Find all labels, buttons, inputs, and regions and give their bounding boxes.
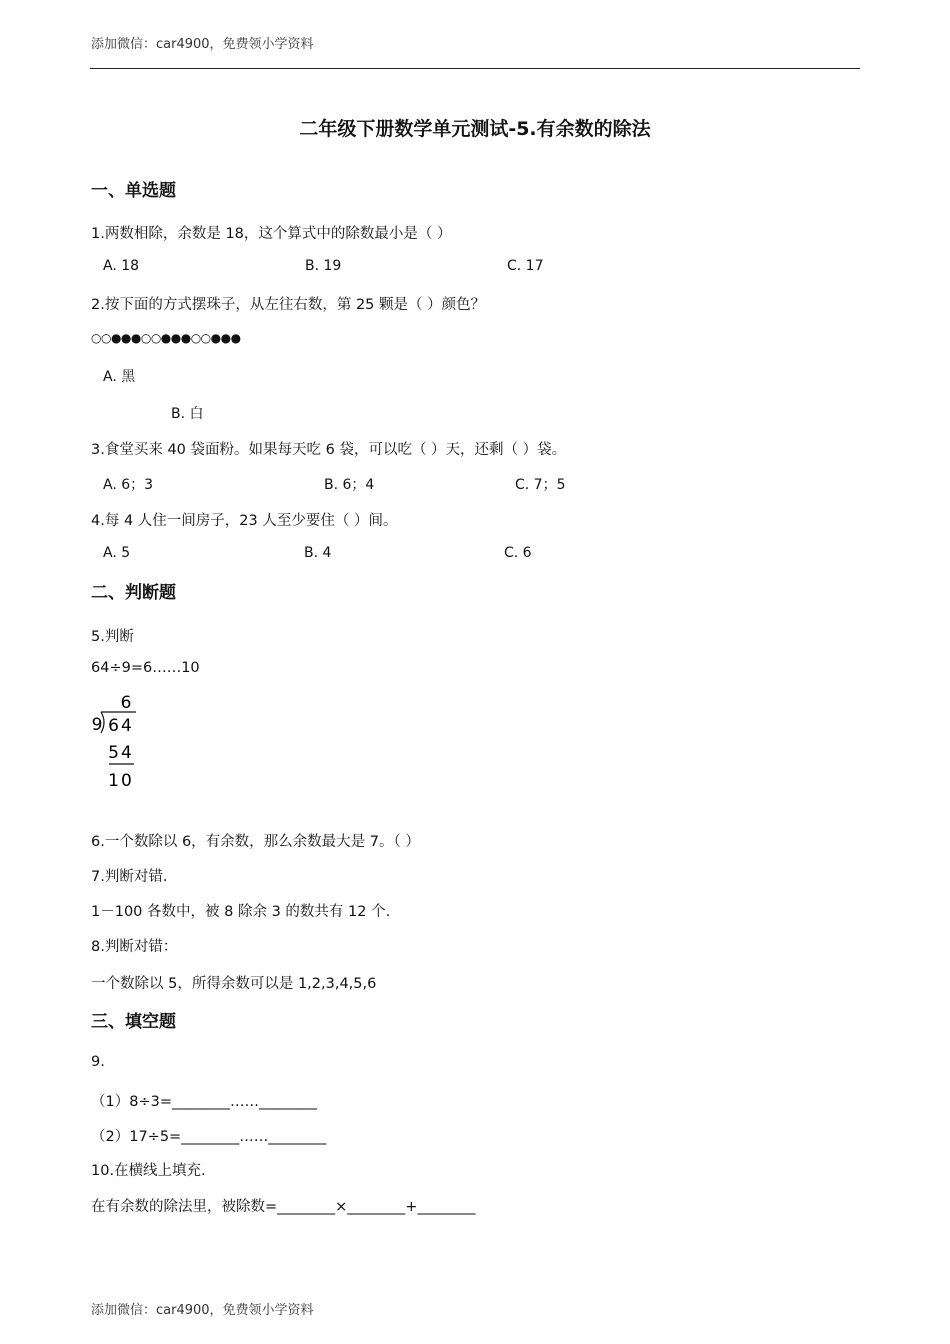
q1-option-c: C. 17 bbox=[507, 258, 544, 274]
q5-expression: 64÷9=6……10 bbox=[91, 660, 200, 676]
footer-note: 添加微信：car4900，免费领小学资料 bbox=[91, 1303, 314, 1318]
section-heading-true-false: 二、判断题 bbox=[91, 583, 176, 603]
page-title: 二年级下册数学单元测试-5.有余数的除法 bbox=[299, 118, 651, 140]
q3-option-b: B. 6；4 bbox=[324, 477, 375, 493]
section-heading-fill-blank: 三、填空题 bbox=[91, 1012, 176, 1032]
q9-part-2: （2）17÷5=________……________ bbox=[91, 1129, 327, 1145]
question-9: 9. bbox=[91, 1054, 105, 1070]
division-divisor: 9 bbox=[91, 715, 103, 735]
question-7: 7.判断对错. bbox=[91, 869, 168, 885]
q3-option-a: A. 6；3 bbox=[103, 477, 154, 493]
header-note: 添加微信：car4900，免费领小学资料 bbox=[91, 37, 314, 52]
question-2: 2.按下面的方式摆珠子，从左往右数，第 25 颗是（ ）颜色？ bbox=[91, 297, 486, 313]
section-heading-single-choice: 一、单选题 bbox=[91, 181, 176, 201]
q2-option-b: B. 白 bbox=[171, 406, 204, 422]
q4-option-b: B. 4 bbox=[304, 545, 332, 561]
question-4: 4.每 4 人住一间房子，23 人至少要住（ ）间。 bbox=[91, 513, 398, 529]
question-6: 6.一个数除以 6，有余数，那么余数最大是 7。（ ） bbox=[91, 834, 420, 850]
question-5: 5.判断 bbox=[91, 629, 134, 645]
q10-statement: 在有余数的除法里，被除数=________×________+________ bbox=[91, 1199, 476, 1215]
division-remainder: 10 bbox=[108, 771, 134, 791]
question-8: 8.判断对错： bbox=[91, 939, 178, 955]
long-division-figure bbox=[89, 692, 149, 792]
q2-option-a: A. 黑 bbox=[103, 369, 136, 385]
question-3: 3.食堂买来 40 袋面粉。如果每天吃 6 袋，可以吃（ ）天，还剩（ ）袋。 bbox=[91, 442, 567, 458]
header-divider bbox=[90, 68, 860, 69]
q9-part-1: （1）8÷3=________……________ bbox=[91, 1094, 317, 1110]
q8-statement: 一个数除以 5，所得余数可以是 1,2,3,4,5,6 bbox=[91, 976, 377, 992]
division-quotient: 6 bbox=[120, 693, 132, 713]
bead-pattern: ○○●●●○○●●●○○●●● bbox=[91, 331, 241, 345]
q7-statement: 1－100 各数中，被 8 除余 3 的数共有 12 个. bbox=[91, 904, 391, 920]
q4-option-c: C. 6 bbox=[504, 545, 532, 561]
division-product: 54 bbox=[108, 743, 134, 763]
question-1: 1.两数相除，余数是 18，这个算式中的除数最小是（ ） bbox=[91, 226, 452, 242]
q1-option-b: B. 19 bbox=[305, 258, 342, 274]
division-dividend: 64 bbox=[108, 716, 134, 736]
question-10: 10.在横线上填充. bbox=[91, 1163, 206, 1179]
q4-option-a: A. 5 bbox=[103, 545, 131, 561]
q3-option-c: C. 7；5 bbox=[515, 477, 566, 493]
q1-option-a: A. 18 bbox=[103, 258, 140, 274]
